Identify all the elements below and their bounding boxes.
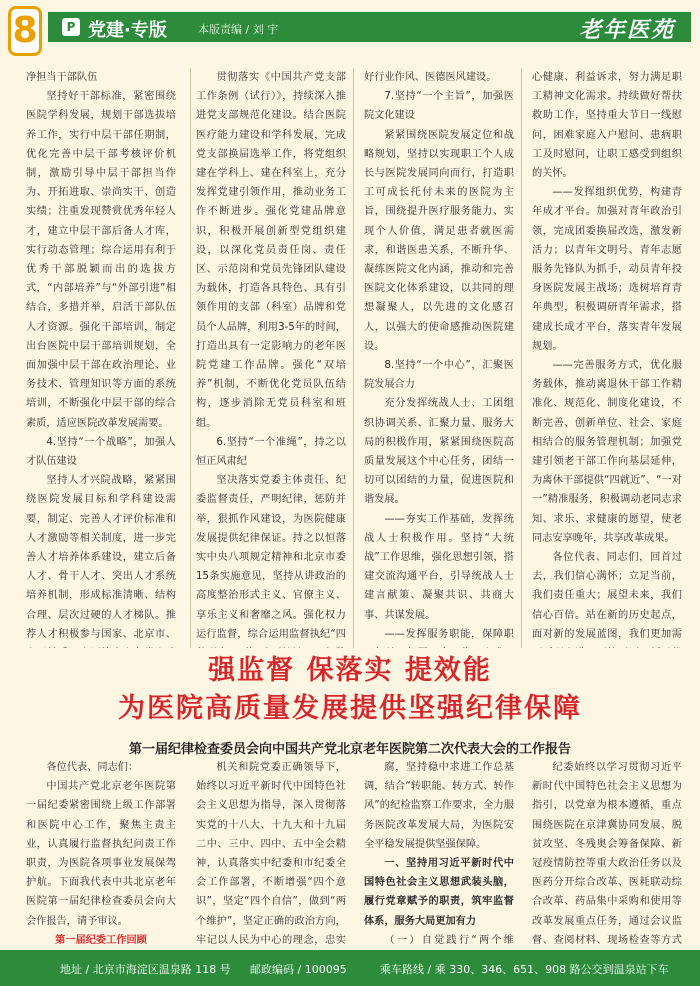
- editor-credit: 本版责编 / 刘 宇: [198, 23, 279, 36]
- paragraph: ——夯实工作基础，发挥统战人士积极作用。坚持“大统战”工作思维，强化思想引领，搭建交流沟通平台，引导统战人士建言献策、凝聚共识、共商大事、共谋发展。: [364, 513, 514, 621]
- paragraph: 腐，坚持稳中求进工作总基调，结合“转职能、转方式、转作风”的纪检监察工作要求，全力服务医院改革发展大局，为医院安全平稳发展提供坚强保障。: [364, 762, 514, 850]
- report-column-3: [364, 758, 514, 948]
- footer-bus-route: 乘车路线 / 乘 330、346、651、908 路公交到温泉站下车: [380, 963, 669, 976]
- report-column-2: [196, 758, 346, 948]
- paragraph: ——发挥服务职能，保障职: [384, 628, 514, 640]
- column-lead: 心健康、利益诉求，努力满足职工精神文化需求。持续做好帮扶救助工作，坚持重大节日一线慰问，困难家庭入户慰问、患病职工及时慰问，让职工感受到组织的关怀。: [532, 72, 682, 180]
- column-lead: 好行业作风、医德医风建设。: [364, 72, 497, 83]
- subheading: 6.坚持“一个准绳”，持之以恒正风肃纪: [196, 436, 346, 468]
- section-title: 第一届纪委工作回顾: [55, 934, 147, 946]
- report-headline: [0, 652, 700, 757]
- headline-subtitle: 第一届纪律检查委员会向中国共产党北京老年医院第二次代表大会的工作报告: [128, 742, 571, 757]
- column-lead: 净担当干部队伍: [26, 72, 98, 83]
- article-column-2: [196, 68, 346, 648]
- page-number: 8: [8, 6, 42, 56]
- paragraph: 充分发挥统战人士、工团组织协调关系、汇聚力量、服务大局的积极作用，紧紧围绕医院高质量发展这个中心任务，团结一切可以团结的力量，促进医院和谐发展。: [364, 398, 514, 506]
- paragraph: （一）自觉践行“两个维: [384, 934, 514, 946]
- brand-masthead: 老年医苑: [578, 17, 675, 43]
- report-column-1: [26, 758, 176, 948]
- article-column-4: [532, 68, 682, 648]
- paragraph: 坚持好干部标准，紧密围绕医院学科发展，规划干部选拔培养工作，实行中层干部任期制，优化完善中层干部考核评价机制，激励引导中层干部担当作为、开拓进取、崇尚实干、创造实绩；注重发现赞赏优秀年轻人才，建立中层干部后备人才库，实行动态管理；综合运用有利于优秀干部脱颖而出的选拔方式，“内部培养”与“外部引进”相结合，多措并举，启活干部队伍人才资源。强化干部培训，制定出台医院中层干部培训规划，全面加强中层干部在政治理论、业务技术、管理知识等方面的系统培训，不断强化中层干部的综合素质，适应医院改革发展需要。: [26, 91, 176, 429]
- footer-address: 地址 / 北京市海淀区温泉路 118 号: [60, 963, 231, 976]
- paragraph: 贯彻落实《中国共产党支部工作条例（试行）》，持续深入推进党支部规范化建设。结合医院医疗能力建设和学科发展，完成党支部换届选举工作，将党组织建在学科上、建在科室上，充分发挥党建引领作用，推动业务工作不断进步。强化党建品牌意识，积极开展创新型党组织建设，以深化党员责任岗、责任区、示范岗和党员先锋团队建设为载体，打造各具特色、具有引领作用的支部（科室）品牌和党员个人品牌，利用3-5年的时间，打造出具有一定影响力的老年医院党建工作品牌。强化“双培养”机制，不断优化党员队伍结构，逐步消除无党员科室和班组。: [196, 72, 346, 429]
- paragraph: ——完善服务方式，优化服务载体，推动离退休干部工作精准化、规范化、制度化建设，不断完善、创新单位、社会、家庭相结合的服务管理机制；加强党建引领老干部工作向基层延伸，为离休干部提供“四就近”、“一对一”精准服务，积极调动老同志求知、求乐、求健康的愿望，使老同志安享晚年，共享改革成果。: [532, 360, 682, 544]
- header-bar: [48, 12, 691, 42]
- subheading: 4.坚持“一个战略”，加强人才队伍建设: [26, 436, 176, 468]
- report-column-4: [532, 758, 682, 948]
- paragraph: 纪委始终以学习贯彻习近平新时代中国特色社会主义思想为指引，以党章为根本遵循，重点围绕医院在京津冀协同发展、脱贫攻坚、冬残奥会筹备保障、新冠疫情防控等重大政治任务以及医药分开综合改革、医耗联动综合改革、药品集中采购和使用等改革发展重点任务，通过会议监督、查阅材料、现场检查等方式: [532, 762, 682, 946]
- paragraph: 坚决落实党委主体责任、纪委监督责任，严明纪律，惩防并举，狠抓作风建设，为医院健康发展提供纪律保证。持之以恒落实中央八项规定精神和北京市委15条实施意见，坚持从讲政治的高度整治形式主义、官僚主义、享乐主义和奢靡之风。强化权力运行监督，综合运用监督执纪“四: [196, 475, 346, 640]
- page-header: [0, 0, 700, 58]
- column-title: 党建·专版: [88, 20, 167, 41]
- paragraph: 紧紧围绕医院发展定位和战略规划，坚持以实现职工个人成长与医院发展同向而行，打造职工可成长托付未来的医院为主旨，围绕提升医疗服务能力、实现个人价值，满足患者就医需求，和谐医患关系，不断升华、凝练医院文化内涵，推动和完善医院文化体系建设，以共同的理想凝聚人，以先进的文化感召人，以强大的使命感推动医院建设。: [364, 129, 514, 352]
- paragraph: 中国共产党北京老年医院第一届纪委紧密围绕上级工作部署和医院中心工作，聚焦主责主业，认真履行监督执纪问责工作职责，为医院各项事业发展保驾护航。下面我代表中共北京老年医院第一届纪律检查委员会向大会作报告，请予审议。: [26, 781, 176, 927]
- report-body-bottom: [26, 758, 686, 948]
- subheading: 7.坚持“一个主旨”，加强医院文化建设: [364, 91, 514, 122]
- paragraph: 各位代表、同志们：: [46, 762, 139, 773]
- bold-section-heading: 一、坚持用习近平新时代中国特色社会主义思想武装头脑，履行党章赋予的职责，筑牢监督体系，服务大局更加有力: [364, 858, 514, 927]
- party-logo-icon: P: [62, 18, 80, 36]
- paragraph: 各位代表、同志们，回首过去，我们信心满怀；立足当前，我们责任重大；展望未来，我们信心百倍。站在新的历史起点，面对新的发展蓝图，我们更加需: [532, 552, 682, 640]
- subheading: 8.坚持“一个中心”，汇聚医院发展合力: [364, 360, 514, 391]
- paragraph: ——发挥组织优势，构建青年成才平台。加强对青年政治引领，完成团委换届改选，激发新活力；以青年文明号、青年志愿服务先锋队为抓手，动员青年投身医院发展主战场；选树培育青年典型，积极调研青年需求，搭建成长成才平台，落实青年发展规划。: [532, 187, 682, 352]
- report-body-top: [26, 68, 686, 648]
- paragraph: 坚持人才兴院战略，紧紧围绕医院发展目标和学科建设需要，制定、完善人才评价标准和人才激励等相关制度，进一步完善人才培养体系建设，建立后备人才、骨干人才、突出人才系统培养机制，形成标准清晰、结构合理、层次过硬的人才梯队。推荐人才积极参与国家、北京市、: [26, 475, 176, 640]
- article-column-1: [26, 68, 176, 648]
- headline-line-1: 强监督 保落实 提效能: [208, 655, 492, 686]
- paragraph: 机关和院党委正确领导下，始终以习近平新时代中国特色社会主义思想为指导，深入贯彻落实党的十八大、十九大和十九届二中、三中、四中、五中全会精神，认真落实中纪委和市纪委全会工作部署，不断增强“四个意识”，坚定“四个自信”，做到“两个维护”，坚定正确的政治方向，牢记以人民为中心的理念，忠实: [196, 762, 346, 946]
- article-column-3: [364, 68, 514, 648]
- footer-postcode: 邮政编码 / 100095: [250, 963, 347, 976]
- headline-line-2: 为医院高质量发展提供坚强纪律保障: [118, 693, 582, 724]
- page-footer: [0, 950, 700, 986]
